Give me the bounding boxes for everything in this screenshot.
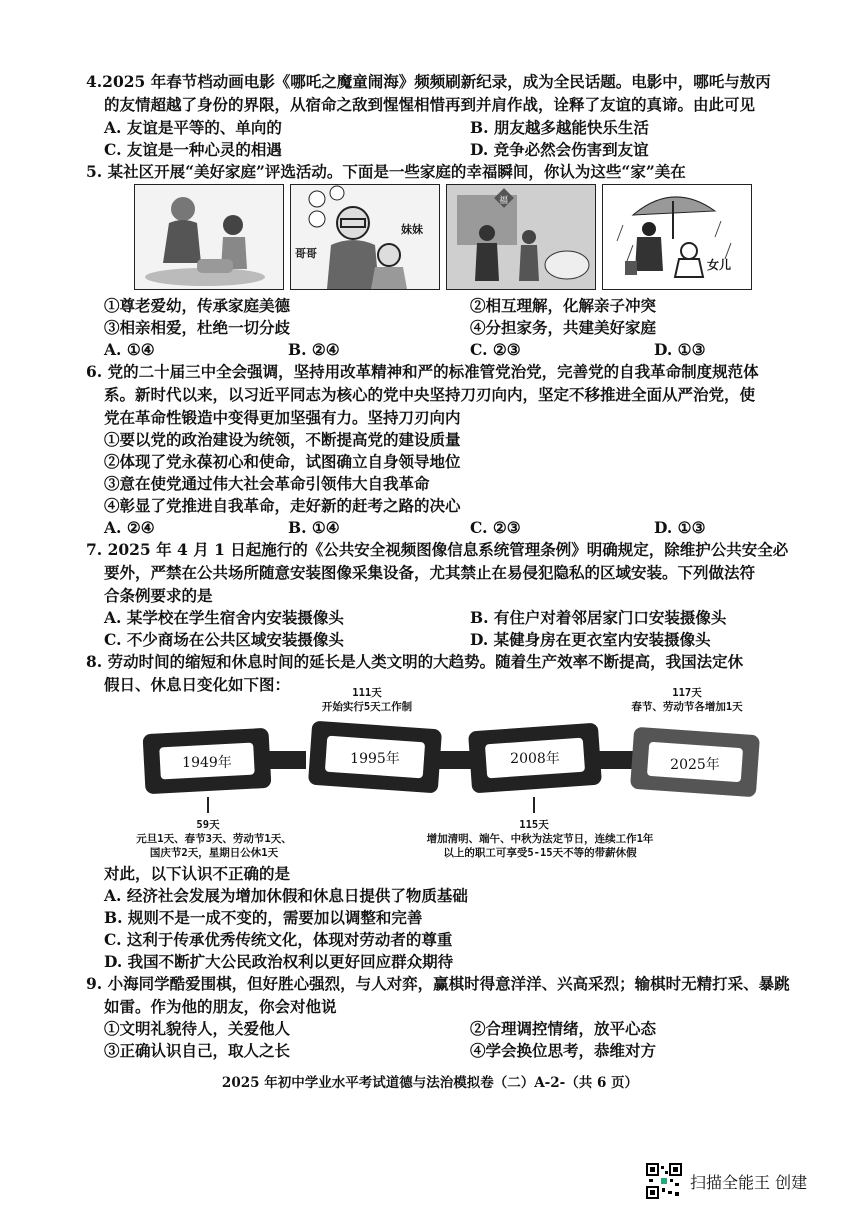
page-footer: 2025 年初中学业水平考试道德与法治模拟卷（二）A-2-（共 6 页） (221, 1075, 639, 1091)
q5-statement-1: ①尊老爱幼，传承家庭美德 (104, 296, 291, 315)
q8-prompt: 对此，以下认识不正确的是 (104, 864, 291, 883)
q5-option-b: B. ②④ (288, 340, 340, 359)
q5-option-c: C. ②③ (470, 340, 521, 359)
q6-option-d: D. ①③ (654, 518, 706, 537)
picture-washing-feet (134, 184, 284, 290)
q6-stem-line3: 党在革命性锻造中变得更加坚强有力。坚持刀刃向内 (104, 408, 461, 427)
q8-stem-line2: 假日、休息日变化如下图： (104, 675, 291, 694)
q5-option-d: D. ①③ (654, 340, 706, 359)
q9-statement-1: ①文明礼貌待人，关爱他人 (104, 1019, 291, 1038)
tl-2008-note-2: 以上的职工可享受5-15天不等的带薪休假 (443, 847, 637, 859)
link-2008 (468, 723, 602, 794)
year-1949: 1949年 (182, 755, 232, 771)
q5-statement-3: ③相亲相爱，杜绝一切分歧 (104, 318, 291, 337)
q5-stem: 5. 某社区开展“美好家庭”评选活动。下面是一些家庭的幸福瞬间，你认为这些“家”美在 (86, 162, 686, 181)
chain-links (134, 717, 774, 817)
link-1995 (308, 721, 442, 794)
label-fu: 福 (499, 196, 509, 206)
q9-stem-line1: 9. 小海同学酷爱围棋，但好胜心强烈，与人对弈，赢棋时得意洋洋、兴高采烈；输棋时无精打采、暴跳 (86, 974, 790, 993)
year-2008: 2008年 (510, 751, 560, 767)
link-1949 (143, 728, 272, 795)
q6-statement-2: ②体现了党永葆初心和使命，试图确立自身领导地位 (104, 452, 461, 471)
q6-statement-4: ④彰显了党推进自我革命，走好新的赶考之路的决心 (104, 496, 461, 515)
tl-2025-note: 春节、劳动节各增加1天 (631, 701, 743, 713)
q9-statement-3: ③正确认识自己，取人之长 (104, 1041, 291, 1060)
q4-option-b: B. 朋友越多越能快乐生活 (470, 118, 649, 137)
q9-statement-4: ④学会换位思考，恭维对方 (470, 1041, 657, 1060)
q8-option-b: B. 规则不是一成不变的，需要加以调整和完善 (104, 908, 423, 927)
q7-stem-line3: 合条例要求的是 (104, 586, 213, 605)
label-brother: 哥哥 (295, 247, 317, 260)
q6-statement-3: ③意在使党通过伟大社会革命引领伟大自我革命 (104, 474, 430, 493)
q5-statement-4: ④分担家务，共建美好家庭 (470, 318, 657, 337)
watermark-text: 扫描全能王 创建 (690, 1172, 808, 1192)
tl-1995-days: 111天 (352, 687, 382, 699)
q7-option-c: C. 不少商场在公共区域安装摄像头 (104, 630, 344, 649)
picture-family-home (446, 184, 596, 290)
tl-2025-days: 117天 (672, 687, 702, 699)
tl-1995-note: 开始实行5天工作制 (321, 701, 413, 713)
q6-option-c: C. ②③ (470, 518, 521, 537)
q9-stem-line2: 如雷。作为他的朋友，你会对他说 (104, 997, 337, 1016)
q4-stem-line2: 的友情超越了身份的界限，从宿命之敌到惺惺相惜再到并肩作战，诠释了友谊的真谛。由此可见 (104, 95, 756, 114)
tl-2008-days: 115天 (519, 819, 549, 831)
q6-option-a: A. ②④ (104, 518, 155, 537)
q8-option-d: D. 我国不断扩大公民政治权利以更好回应群众期待 (104, 952, 454, 971)
q4-option-a: A. 友谊是平等的、单向的 (104, 118, 282, 137)
q4-stem-line1: 4.2025 年春节档动画电影《哪吒之魔童闹海》频频刷新纪录，成为全民话题。电影中，哪吒与敖丙 (86, 72, 771, 91)
q7-option-a: A. 某学校在学生宿舍内安装摄像头 (104, 608, 344, 627)
q7-stem-line1: 7. 2025 年 4 月 1 日起施行的《公共安全视频图像信息系统管理条例》明确规定，除维护公共安全必 (86, 540, 789, 559)
link-2025 (630, 727, 760, 798)
q8-stem-line1: 8. 劳动时间的缩短和休息时间的延长是人类文明的大趋势。随着生产效率不断提高，我国法定休 (86, 652, 744, 671)
tl-2008-note-1: 增加清明、端午、中秋为法定节日，连续工作1年 (426, 833, 654, 845)
year-2025: 2025年 (670, 757, 720, 773)
scanner-watermark (646, 1163, 807, 1199)
holiday-timeline (134, 683, 774, 865)
q7-stem-line2: 要外，严禁在公共场所随意安装图像采集设备，尤其禁止在易侵犯隐私的区域安装。下列做法符 (104, 563, 756, 582)
picture-siblings (290, 184, 440, 290)
q6-statement-1: ①要以党的政治建设为统领，不断提高党的建设质量 (104, 430, 461, 449)
q5-family-pictures (134, 184, 768, 290)
q6-option-b: B. ①④ (288, 518, 340, 537)
tl-1949-note-1: 元旦1天、春节3天、劳动节1天、 (136, 833, 292, 845)
q6-stem-line2: 系。新时代以来，以习近平同志为核心的党中央坚持刀刃向内，坚定不移推进全面从严治党，使 (104, 385, 756, 404)
q6-stem-line1: 6. 党的二十届三中全会强调，坚持用改革精神和严的标准管党治党，完善党的自我革命制度规范体 (86, 362, 759, 381)
q4-option-d: D. 竞争必然会伤害到友谊 (470, 140, 649, 159)
q5-statement-2: ②相互理解，化解亲子冲突 (470, 296, 657, 315)
q7-option-b: B. 有住户对着邻居家门口安装摄像头 (470, 608, 727, 627)
tl-1949-days: 59天 (196, 819, 220, 831)
q7-option-d: D. 某健身房在更衣室内安装摄像头 (470, 630, 711, 649)
q9-statement-2: ②合理调控情绪，放平心态 (470, 1019, 657, 1038)
picture-umbrella (602, 184, 752, 290)
qr-code-icon (646, 1163, 682, 1199)
label-daughter: 女儿 (707, 258, 732, 272)
q5-option-a: A. ①④ (104, 340, 155, 359)
q8-option-c: C. 这利于传承优秀传统文化，体现对劳动者的尊重 (104, 930, 453, 949)
tl-1949-note-2: 国庆节2天，星期日公休1天 (149, 847, 279, 859)
q8-option-a: A. 经济社会发展为增加休假和休息日提供了物质基础 (104, 886, 468, 905)
label-sister: 妹妹 (401, 223, 423, 236)
year-1995: 1995年 (350, 751, 400, 767)
q4-option-c: C. 友谊是一种心灵的相遇 (104, 140, 282, 159)
